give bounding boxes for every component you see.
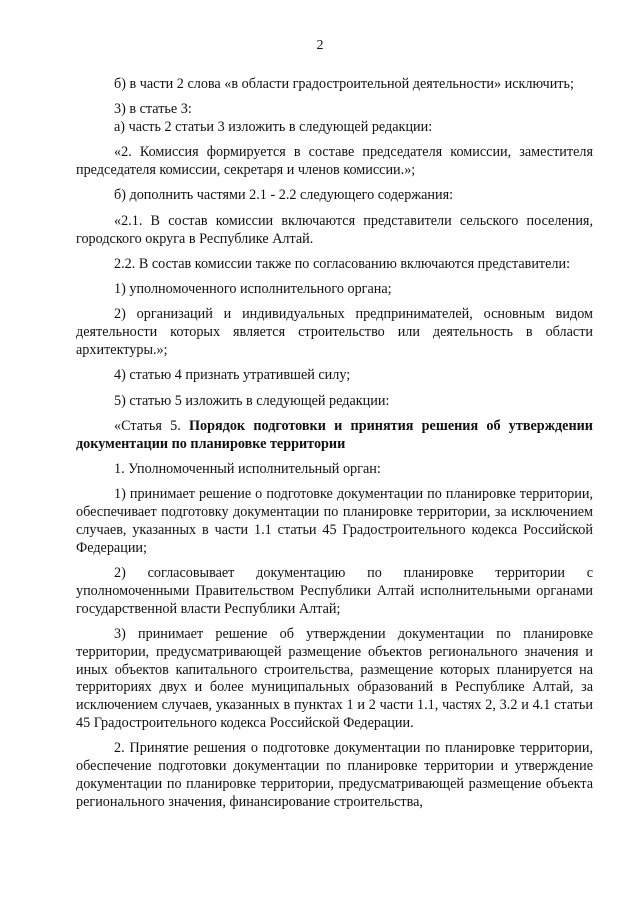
paragraph-3: а) часть 2 статьи 3 изложить в следующей редакции: bbox=[114, 119, 433, 136]
paragraph-5: б) дополнить частями 2.1 - 2.2 следующего содержания: bbox=[114, 187, 454, 204]
article-heading-title: Порядок подготовки и принятия решения об утверждении документации по планировке территории bbox=[76, 417, 593, 452]
document-body bbox=[76, 76, 593, 819]
paragraph-8: 1) уполномоченного исполнительного органа; bbox=[114, 281, 392, 298]
paragraph-2: 3) в статье 3: bbox=[114, 101, 192, 118]
paragraph-4: «2. Комиссия формируется в составе председателя комиссии, заместителя председателя комиссии, секретаря и членов комиссии.»; bbox=[76, 144, 593, 179]
paragraph-14: 1) принимает решение о подготовке документации по планировке территории, обеспечивает подготовку документации по планировке территории, за исключением случаев, указанных в части 1.1 статьи 45 Градостроительного кодекса Российской Федерации; bbox=[76, 486, 593, 556]
paragraph-6: «2.1. В состав комиссии включаются представители сельского поселения, городского округа в Республике Алтай. bbox=[76, 212, 593, 247]
paragraph-11: 5) статью 5 изложить в следующей редакции: bbox=[114, 392, 390, 409]
article-heading-prefix: «Статья 5. bbox=[114, 417, 189, 434]
paragraph-17: 2. Принятие решения о подготовке документации по планировке территории, обеспечение подготовки документации по планировке территории и утверждение документации по планировке территории, предусматривающей размещение объекта регионального значения, финансирование строительства, bbox=[76, 740, 593, 810]
page-number: 2 bbox=[316, 38, 324, 53]
paragraph-13: 1. Уполномоченный исполнительный орган: bbox=[114, 461, 381, 478]
paragraph-1: б) в части 2 слова «в области градостроительной деятельности» исключить; bbox=[114, 76, 574, 92]
paragraph-7: 2.2. В состав комиссии также по согласованию включаются представители: bbox=[114, 255, 571, 272]
paragraph-9: 2) организаций и индивидуальных предпринимателей, основным видом деятельности которых является строительство или деятельность в области архитектуры.»; bbox=[76, 306, 593, 359]
paragraph-10: 4) статью 4 признать утратившей силу; bbox=[114, 367, 351, 384]
article-heading bbox=[76, 418, 593, 454]
paragraph-16: 3) принимает решение об утверждении документации по планировке территории, предусматривающей размещение объектов регионального значения и иных объектов капитального строительства, размещение которых планируется на территориях двух и более муниципальных образований в Республике Алтай, за исключением случаев, указанных в пунктах 1 и 2 части 1.1, частях 2, 3.2 и 4.1 статьи 45 Градостроительного кодекса Российской Федерации. bbox=[76, 625, 593, 731]
paragraph-15: 2) согласовывает документацию по планировке территории с уполномоченными Правительством Республики Алтай исполнительными органами государственной власти Республики Алтай; bbox=[76, 565, 593, 617]
